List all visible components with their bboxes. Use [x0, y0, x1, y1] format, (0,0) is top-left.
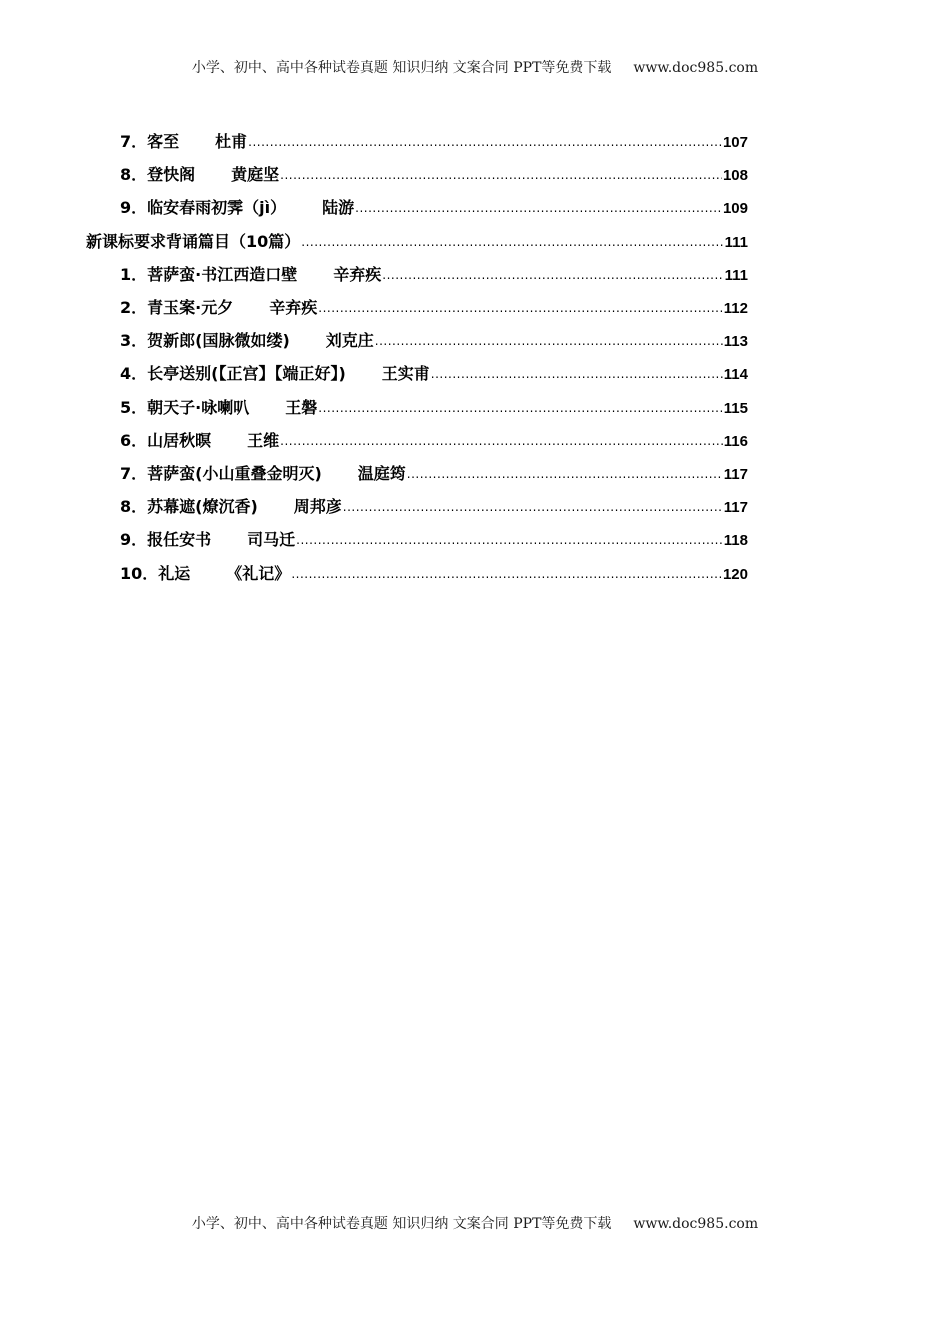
toc-entry[interactable]: [120, 164, 748, 186]
toc-entry-author: 王实甫: [381, 364, 430, 383]
toc-entry-number: 5．: [120, 398, 148, 417]
toc-entry-number: 7．: [120, 132, 148, 151]
toc-entry-number: 3．: [120, 331, 148, 350]
page-header: [0, 57, 950, 77]
toc-entry-author: 王磐: [285, 398, 318, 417]
toc-entry[interactable]: [120, 297, 748, 319]
toc-entry-author: 辛弃疾: [269, 298, 318, 317]
toc-entry-author: 王维: [247, 431, 280, 450]
footer-text: 小学、初中、高中各种试卷真题 知识归纳 文案合同 PPT等免费下载: [191, 1216, 612, 1232]
toc-leader-dots: [301, 230, 723, 253]
toc-entry-author: 周邦彦: [293, 497, 342, 516]
toc-entry[interactable]: [120, 397, 748, 419]
toc-entry-number: 9．: [120, 198, 148, 217]
toc-entry-title: 朝天子·咏喇叭: [147, 398, 250, 417]
toc-entry-title: 临安春雨初霁（jì）: [147, 198, 287, 217]
toc-entry-page: 120: [722, 566, 748, 583]
toc-entry-number: 6．: [120, 431, 148, 450]
toc-leader-dots: [375, 329, 723, 352]
toc-leader-dots: [291, 562, 722, 585]
toc-leader-dots: [355, 196, 722, 219]
toc-leader-dots: [280, 429, 723, 452]
toc-entry-page: 109: [722, 200, 748, 217]
toc-entry-page: 112: [723, 300, 748, 317]
toc-entry-title: 客至: [147, 132, 180, 151]
toc-entry[interactable]: [120, 330, 748, 352]
toc-entry-author: 黄庭坚: [231, 165, 280, 184]
toc-entry-number: 1．: [120, 265, 148, 284]
toc-entry-number: 10．: [120, 564, 159, 583]
toc-entry-title: 长亭送别(【正宫】【端正好】): [147, 364, 346, 383]
toc-entry-title: 菩萨蛮·书江西造口壁: [147, 265, 298, 284]
toc-entry-page: 107: [722, 134, 748, 151]
toc-entry-author: 《礼记》: [226, 564, 291, 583]
toc-entry-page: 114: [723, 366, 748, 383]
toc-section-heading[interactable]: [86, 231, 748, 253]
toc-entry-number: 8．: [120, 497, 148, 516]
toc-entry[interactable]: [120, 131, 748, 153]
toc-entry[interactable]: [120, 529, 748, 551]
toc-entry-number: 9．: [120, 530, 148, 549]
toc-entry-title: 山居秋暝: [147, 431, 212, 450]
toc-entry-author: 陆游: [322, 198, 355, 217]
toc-entry-author: 刘克庄: [325, 331, 374, 350]
toc-leader-dots: [407, 462, 723, 485]
toc-leader-dots: [343, 495, 723, 518]
toc-entry[interactable]: [120, 496, 748, 518]
toc-entry[interactable]: [120, 363, 748, 385]
toc-entry-number: 7．: [120, 464, 148, 483]
toc-entry[interactable]: [120, 264, 748, 286]
header-site: www.doc985.com: [633, 60, 759, 76]
page-footer: [0, 1213, 950, 1233]
toc-entry[interactable]: [120, 563, 748, 585]
toc-entry-page: 111: [724, 234, 748, 251]
toc-entry-page: 113: [723, 333, 748, 350]
toc-entry-title: 礼运: [158, 564, 191, 583]
toc-leader-dots: [318, 396, 723, 419]
toc-entry-title: 青玉案·元夕: [147, 298, 234, 317]
toc-section-title: 新课标要求背诵篇目（10篇）: [86, 232, 301, 251]
toc-entry-page: 117: [723, 466, 748, 483]
toc-entry-title: 贺新郎(国脉微如缕): [147, 331, 290, 350]
toc-entry[interactable]: [120, 463, 748, 485]
footer-site: www.doc985.com: [633, 1216, 759, 1232]
toc-leader-dots: [382, 263, 723, 286]
toc-entry-number: 8．: [120, 165, 148, 184]
toc-entry-title: 报任安书: [147, 530, 212, 549]
toc-leader-dots: [296, 528, 723, 551]
toc-entry-page: 111: [724, 267, 748, 284]
toc-entry-title: 菩萨蛮(小山重叠金明灭): [147, 464, 322, 483]
toc-leader-dots: [431, 362, 723, 385]
toc-leader-dots: [280, 163, 722, 186]
toc-entry[interactable]: [120, 430, 748, 452]
toc-entry-author: 司马迁: [247, 530, 296, 549]
toc-entry-page: 115: [723, 400, 748, 417]
toc-entry-page: 108: [722, 167, 748, 184]
toc-entry-author: 杜甫: [215, 132, 248, 151]
toc-entry-title: 登快阁: [147, 165, 196, 184]
toc-entry-number: 4．: [120, 364, 148, 383]
toc-leader-dots: [318, 296, 723, 319]
toc-entry-title: 苏幕遮(燎沉香): [147, 497, 258, 516]
toc-entry-author: 辛弃疾: [333, 265, 382, 284]
toc-entry-page: 118: [723, 532, 748, 549]
header-text: 小学、初中、高中各种试卷真题 知识归纳 文案合同 PPT等免费下载: [191, 60, 612, 76]
toc-leader-dots: [248, 130, 722, 153]
toc-entry-page: 116: [723, 433, 748, 450]
toc-entry-number: 2．: [120, 298, 148, 317]
toc-entry-page: 117: [723, 499, 748, 516]
toc-entry[interactable]: [120, 197, 748, 219]
toc-entry-author: 温庭筠: [357, 464, 406, 483]
